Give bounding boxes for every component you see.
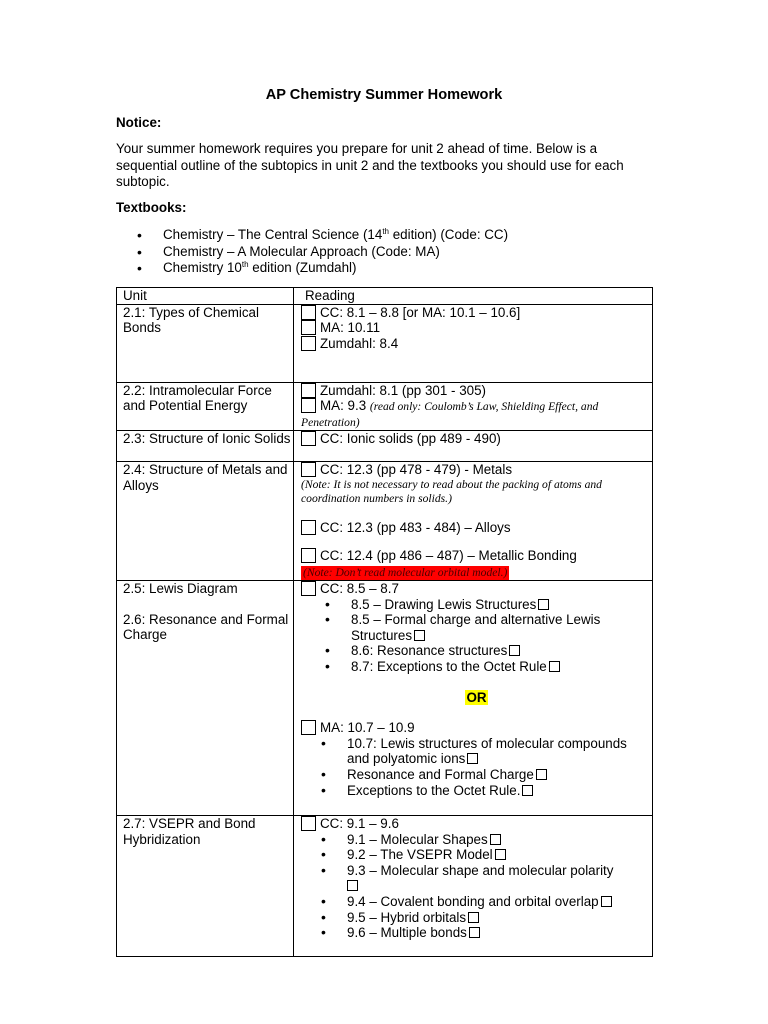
- unit-cell: 2.7: VSEPR and Bond Hybridization: [117, 815, 294, 956]
- unit-label: 2.5: Lewis Diagram: [123, 580, 238, 596]
- reading-table: [116, 287, 653, 957]
- textbook-item: • Chemistry – A Molecular Approach (Code: MA): [137, 244, 508, 261]
- reading-cell: CC: 12.3 (pp 478 - 479) - Metals (Note: It is not necessary to read about the packing of atoms and coordination numbers in solids.) CC: 12.3 (pp 483 - 484) – Alloys CC: 12.4 (pp 486 – 487) – Metallic Bonding (Note: Don’t read molecular orbital model.): [294, 462, 653, 581]
- unit-cell: 2.1: Types of Chemical Bonds: [117, 304, 294, 382]
- checkbox-icon[interactable]: [538, 599, 549, 610]
- list-item: • 9.3 – Molecular shape and molecular polarity: [321, 863, 652, 894]
- reading-note: (Note: It is not necessary to read about the packing of atoms and coordination numbers in solids.): [301, 477, 602, 505]
- checkbox-icon[interactable]: [301, 320, 316, 335]
- table-row: [117, 382, 653, 431]
- notice-heading: Notice:: [116, 115, 162, 130]
- checkbox-icon[interactable]: [301, 336, 316, 351]
- list-item: • 8.6: Resonance structures: [325, 643, 652, 659]
- checkbox-icon[interactable]: [495, 849, 506, 860]
- unit-cell: 2.2: Intramolecular Force and Potential Energy: [117, 382, 294, 431]
- textbook-list: [137, 227, 508, 277]
- checkbox-icon[interactable]: [301, 462, 316, 477]
- checkbox-icon[interactable]: [301, 720, 316, 735]
- checkbox-icon[interactable]: [522, 785, 533, 796]
- intro-paragraph: Your summer homework requires you prepare for unit 2 ahead of time. Below is a sequential outline of the subtopics in unit 2 and the textbooks you should use for each subtopic.: [116, 141, 624, 189]
- checkbox-icon[interactable]: [509, 645, 520, 656]
- checkbox-icon[interactable]: [301, 383, 316, 398]
- list-item: • 8.5 – Formal charge and alternative Lewis Structures: [325, 612, 652, 643]
- highlighted-note: (Note: Don’t read molecular orbital model.): [303, 565, 508, 579]
- textbooks-heading: Textbooks:: [116, 200, 187, 215]
- reading-cell: CC: 8.1 – 8.8 [or MA: 10.1 – 10.6] MA: 10.11 Zumdahl: 8.4: [294, 304, 653, 382]
- list-item: • 9.2 – The VSEPR Model: [321, 847, 652, 863]
- unit-label: 2.6: Resonance and Formal Charge: [123, 611, 289, 643]
- unit-cell: [117, 580, 294, 815]
- reading-cell: CC: 8.5 – 8.7 • 8.5 – Drawing Lewis Structures • 8.5 – Formal charge and alternative Lewis Structures • 8.6: Resonance structures • 8.7: Exceptions to the Octet Rule OR MA: 10.7 – 10.9 • 10.7: Lewis structures of molecular compounds and polyatomic ions • Resonance and Formal Charge • Exceptions to the Octet Rule.: [294, 580, 653, 815]
- checkbox-icon[interactable]: [301, 816, 316, 831]
- header-unit: Unit: [117, 288, 294, 305]
- table-row: [117, 304, 653, 382]
- list-item: • Exceptions to the Octet Rule.: [321, 783, 652, 799]
- or-divider: OR: [466, 689, 487, 705]
- textbook-item: • Chemistry 10th edition (Zumdahl): [137, 260, 508, 277]
- textbook-item: • Chemistry – The Central Science (14th edition) (Code: CC): [137, 227, 508, 244]
- list-item: • 9.5 – Hybrid orbitals: [321, 910, 652, 926]
- checkbox-icon[interactable]: [301, 398, 316, 413]
- table-row: [117, 815, 653, 956]
- table-row: [117, 462, 653, 581]
- list-item: • 8.5 – Drawing Lewis Structures: [325, 597, 652, 613]
- checkbox-icon[interactable]: [536, 769, 547, 780]
- unit-cell: 2.3: Structure of Ionic Solids: [117, 431, 294, 462]
- list-item: • 10.7: Lewis structures of molecular compounds and polyatomic ions: [321, 736, 652, 767]
- checkbox-icon[interactable]: [414, 630, 425, 641]
- list-item: • Resonance and Formal Charge: [321, 767, 652, 783]
- header-reading: Reading: [294, 288, 653, 305]
- page-title: AP Chemistry Summer Homework: [265, 87, 503, 103]
- list-item: • 8.7: Exceptions to the Octet Rule: [325, 659, 652, 675]
- checkbox-icon[interactable]: [490, 834, 501, 845]
- checkbox-icon[interactable]: [347, 880, 358, 891]
- checkbox-icon[interactable]: [301, 305, 316, 320]
- reading-note: (read only: Coulomb’s Law, Shielding Effect, and Penetration): [301, 400, 599, 430]
- table-row: [117, 580, 653, 815]
- checkbox-icon[interactable]: [301, 431, 316, 446]
- checkbox-icon[interactable]: [301, 520, 316, 535]
- checkbox-icon[interactable]: [601, 896, 612, 907]
- table-row: [117, 431, 653, 462]
- reading-cell: Zumdahl: 8.1 (pp 301 - 305) MA: 9.3 (read only: Coulomb’s Law, Shielding Effect, and Penetration): [294, 382, 653, 431]
- checkbox-icon[interactable]: [549, 661, 560, 672]
- checkbox-icon[interactable]: [301, 548, 316, 563]
- reading-cell: CC: 9.1 – 9.6 • 9.1 – Molecular Shapes • 9.2 – The VSEPR Model • 9.3 – Molecular shape and molecular polarity • 9.4 – Covalent bonding and orbital overlap • 9.5 – Hybrid orbitals • 9.6 – Multiple bonds: [294, 815, 653, 956]
- checkbox-icon[interactable]: [469, 927, 480, 938]
- checkbox-icon[interactable]: [301, 581, 316, 596]
- checkbox-icon[interactable]: [468, 912, 479, 923]
- reading-cell: CC: Ionic solids (pp 489 - 490): [294, 431, 653, 462]
- list-item: • 9.1 – Molecular Shapes: [321, 832, 652, 848]
- table-header-row: [117, 288, 653, 305]
- list-item: • 9.4 – Covalent bonding and orbital overlap: [321, 894, 652, 910]
- checkbox-icon[interactable]: [467, 753, 478, 764]
- list-item: • 9.6 – Multiple bonds: [321, 925, 652, 941]
- unit-cell: 2.4: Structure of Metals and Alloys: [117, 462, 294, 581]
